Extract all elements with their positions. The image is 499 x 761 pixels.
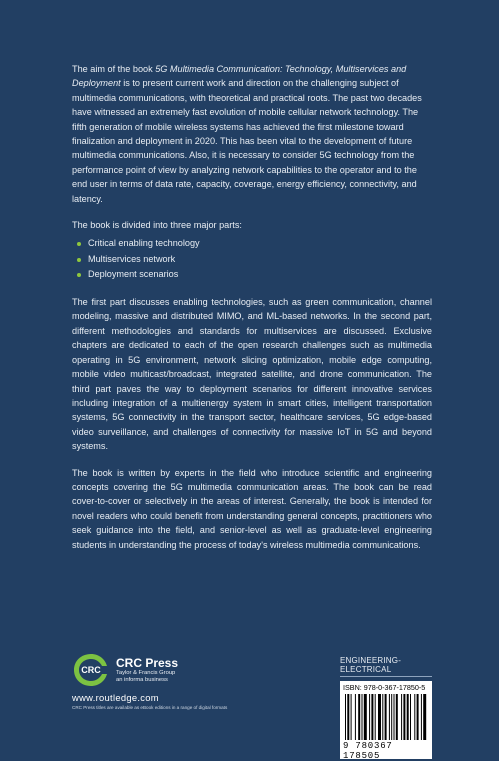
barcode-bar (375, 694, 376, 740)
barcode-bar (394, 694, 395, 740)
barcode-bar (355, 694, 356, 740)
barcode-bar (385, 694, 387, 740)
publisher-block (72, 652, 272, 703)
list-item: Critical enabling technology (72, 236, 432, 251)
barcode-bar (391, 694, 392, 740)
book-title: 5G Multimedia Communication: Technology, Multiservices and Deployment (72, 64, 407, 89)
barcode-bar (407, 694, 409, 740)
barcode-bar (362, 694, 363, 740)
publisher-business: an informa business (116, 676, 168, 683)
publisher-name: CRC Press (116, 655, 179, 670)
barcode-bar (403, 694, 405, 740)
isbn-number: ISBN: 978-0-367-17850-5 (343, 683, 426, 692)
isbn-block (340, 656, 432, 759)
barcode-bar (396, 694, 398, 740)
parts-intro: The book is divided into three major parts: (72, 220, 242, 231)
barcode-bar (382, 694, 383, 740)
barcode-bar (369, 694, 370, 740)
barcode-bar (371, 694, 373, 740)
ebook-footnote: CRC Press titles are available as eBook editions in a range of digital formats (72, 705, 228, 710)
subject-category: ENGINEERING-ELECTRICAL (340, 656, 432, 677)
audience-paragraph: The book is written by experts in the field who introduce scientific and engineering concepts covering the 5G multimedia communication areas. The book can be read cover-to-cover or selectively in the areas of interest. Generally, the book is intended for novel readers who could benefit from understanding general concepts, practitioners who seek guidance into the field, and senior-level as well as graduate-level engineering students in understanding the process of today's wireless multimedia communications. (72, 467, 432, 550)
barcode-number: 9 780367 178505 (343, 741, 393, 761)
barcode-bar (414, 694, 415, 740)
barcode-bar (401, 694, 402, 740)
barcode-bar (421, 694, 422, 740)
barcode-bar (345, 694, 346, 740)
barcode-bar (351, 694, 352, 740)
barcode-bar (378, 694, 381, 740)
barcode-bar (389, 694, 390, 740)
parts-detail-paragraph: The first part discusses enabling technologies, such as green communication, channel modeling, massive and distributed MIMO, and ML-based networks. In the second part, different methodologies and standards for multiservices are discussed. Exclusive chapters are dedicated to each of the open research challenges such as multimedia operating in 5G environment, network slicing optimization, mobile edge computing, mobile video multicast/broadcast, integrated satellite, and drone communication. The third part paves the way to deployment scenarios for different innovative services including integration of a multienergy system in smart cities, intelligent transportation systems, 5G connectivity in the transport sector, healthcare services, 5G edge-based video surveillance, and challenges of connectivity for massive IoT in 5G and beyond systems. (72, 297, 432, 452)
intro-paragraph (72, 62, 432, 206)
publisher-website[interactable]: www.routledge.com (72, 692, 159, 703)
barcode-bar (423, 694, 426, 740)
barcode-bar (417, 694, 419, 740)
list-item: Multiservices network (72, 252, 432, 267)
back-cover-text (72, 62, 432, 564)
barcode-bar (347, 694, 349, 740)
intro-before-title: The aim of the book (72, 64, 156, 74)
parts-list (72, 236, 432, 282)
intro-after-title: is to present current work and direction on the challenging subject of multimedia communications, with theoretical and practical roots. The past two decades have witnessed an extremely fast evolution of mobile cellular network technology. The fifth generation of mobile wireless systems has achieved the first milestone toward finalization and deployment in 2020. This has been vital to the development of future multimedia communications. Also, it is necessary to consider 5G technology from the performance point of view by analyzing network capabilities to the operator and to the end user in terms of data rate, capacity, coverage, energy efficiency, connectivity, and latency. (72, 78, 422, 204)
crc-logo-text: CRC (81, 665, 101, 675)
barcode-bar (364, 694, 367, 740)
crc-press-logo (72, 652, 110, 688)
barcode-box (340, 681, 432, 759)
publisher-group: Taylor & Francis Group (116, 669, 176, 676)
barcode-image (343, 694, 429, 740)
list-item: Deployment scenarios (72, 267, 432, 282)
barcode-bar (358, 694, 360, 740)
barcode-bar (410, 694, 411, 740)
